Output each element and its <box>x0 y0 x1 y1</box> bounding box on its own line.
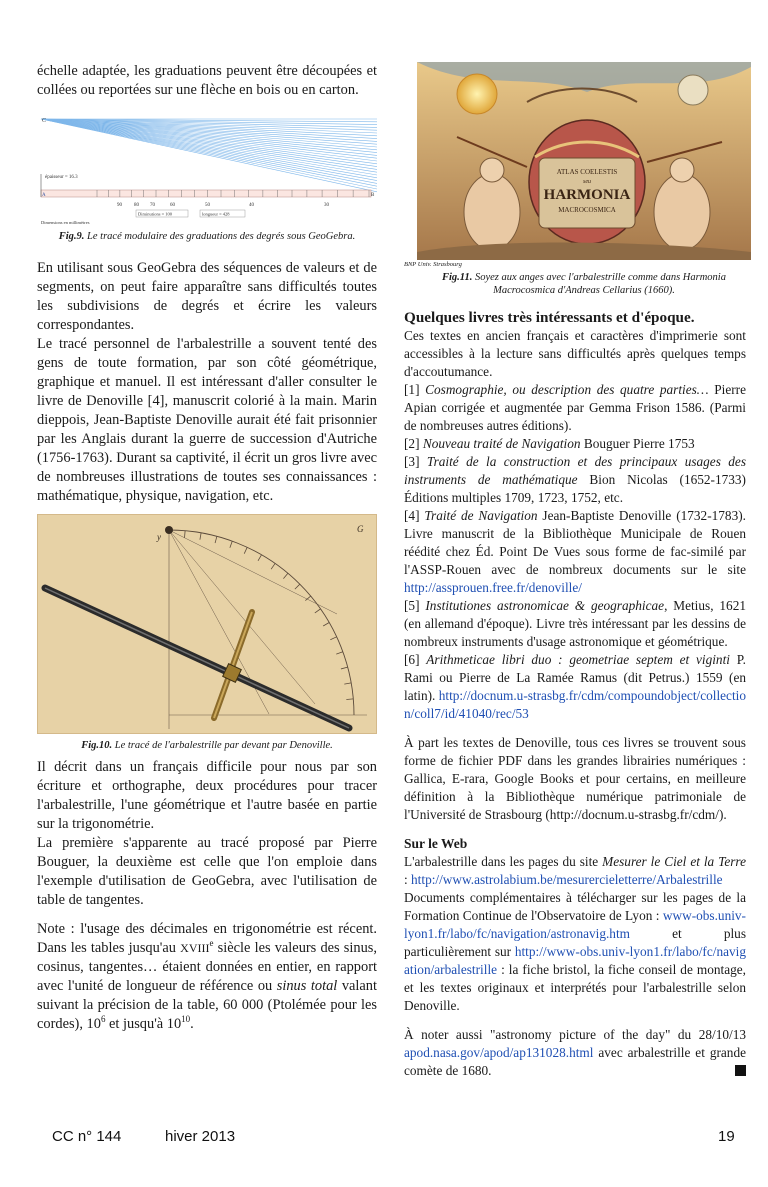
fan-line <box>41 119 377 169</box>
docnum-link[interactable]: http://docnum.u-strasbg.fr/cdm/compoundobject/collection/coll7/id/41040/rec/53 <box>404 688 746 721</box>
label-a: A <box>42 193 46 198</box>
longueur-label: longueur = 428 <box>202 211 230 217</box>
web-paragraph-2: Documents complémentaires à télécharger sur les pages de la Formation Continue de l'Observatoire de Lyon : www-obs.univ-lyon1.fr/labo/fc/navigation/astronavig.htm et plus particulièrement sur http://www-obs.univ-lyon1.fr/labo/fc/navigation/arbalestrille : la fiche bristol, la fiche conseil de montage, et les textes originaux et interprétés pour l'arbalestrille selon Denoville. <box>404 890 746 1013</box>
left-column <box>37 62 377 1034</box>
pivot-point <box>165 526 173 534</box>
epaisseur-label: épaisseur = 16.3 <box>45 175 78 180</box>
book-title-line1: ATLAS COELESTIS <box>556 168 618 176</box>
label-c: C <box>42 118 47 124</box>
century: XVIII <box>180 941 210 955</box>
left-body-2 <box>37 758 377 1034</box>
fig9-caption <box>37 230 377 243</box>
cellarius-engraving <box>417 62 751 260</box>
reference-5: [5] Institutiones astronomicae & geographicae, Metius, 1621 (en allemand d'époque). Livre très intéressant par les dessins de nombreux instruments d'usage astronomique et géométrique. <box>404 598 746 649</box>
astronavig-link[interactable]: www-obs.univ-lyon1.fr/labo/fc/navigation/astronavig.htm <box>404 908 746 941</box>
letter-g: G <box>357 524 364 534</box>
book-title-line3: HARMONIA <box>543 187 631 203</box>
units-label: Dimensions en millimètres <box>41 220 90 225</box>
intro-paragraph: échelle adaptée, les graduations peuvent être découpées et collées ou reportées sur une flèche en bois ou en carton. <box>37 63 377 98</box>
image-credit: BNP Univ. Strasbourg <box>404 261 462 268</box>
fig11-caption-text: Soyez aux anges avec l'arbalestrille comme dans Harmonia Macrocosmica d'Andreas Cellarius (1660). <box>472 272 726 296</box>
fig10-caption-text: Le tracé de l'arbalestrille par devant par Denoville. <box>112 740 333 751</box>
right-column <box>404 62 746 1080</box>
fig11-caption-number: Fig.11. <box>442 272 473 283</box>
label-b: B <box>371 193 375 198</box>
tick-label: 70 <box>150 203 155 208</box>
cherub-left <box>464 174 520 250</box>
denoville-drawing <box>37 514 377 734</box>
books-intro: Ces textes en ancien français et caractères d'imprimerie sont accessibles à la lecture sans difficultés après quelques temps d'accoutumance. <box>404 328 746 379</box>
reference-4: [4] Traité de Navigation Jean-Baptiste Denoville (1732-1783). Livre manuscrit de la Bibliothèque Municipale de Rouen réédité chez Éd. Point De Vues sous forme de fac-similé par l'ASSP-Rouen avec de nombreux documents sur le site http://assprouen.free.fr/denoville/ <box>404 508 746 595</box>
fig9-caption-number: Fig.9. <box>58 231 85 242</box>
tick-label: 60 <box>170 203 175 208</box>
denoville-link[interactable]: http://assprouen.free.fr/denoville/ <box>404 580 582 595</box>
fan-line <box>41 119 377 161</box>
paragraph-procedures: Il décrit dans un français difficile pour nous par son écriture et orthographe, deux procédures pour tracer l'arbalestrille, l'une géométrique et l'autre basée en partie sur la trigonométrie. <box>37 759 377 832</box>
sun-face <box>457 74 497 114</box>
tick-labels <box>117 203 330 208</box>
fig10-caption-number: Fig.10. <box>81 740 113 751</box>
pdf-availability-paragraph: À part les textes de Denoville, tous ces livres se trouvent sous forme de fichier PDF dans les grandes librairies numériques : Gallica, E-rara, Google Books et pour certains, en meilleure définition à la Bibliothèque numérique patrimoniale de l'Université de Strasbourg (http://docnum.u-strasbg.fr/cdm/). <box>404 735 746 822</box>
web-heading: Sur le Web <box>404 836 468 851</box>
fig11-caption <box>417 271 751 297</box>
diminutions-label: Diminutions = 100 <box>138 211 173 217</box>
left-body-1 <box>37 259 377 506</box>
cherub-right <box>654 174 710 250</box>
books-heading: Quelques livres très intéressants et d'époque. <box>404 309 695 326</box>
fan-lines <box>41 119 377 192</box>
apod-paragraph: À noter aussi "astronomy picture of the day" du 28/10/13 apod.nasa.gov/apod/ap131028.html avec arbalestrille et grande comète de 1680. <box>404 1027 746 1078</box>
paragraph-bouguer: La première s'apparente au tracé proposé par Pierre Bouguer, la deuxième est celle que l'on emploie dans l'exemple d'utilisation de GeoGebra, avec l'utilisation de table de tangentes. <box>37 835 377 908</box>
fan-line <box>41 119 377 172</box>
arbalestrille-strip <box>41 190 371 197</box>
tick-label: 40 <box>249 203 254 208</box>
letter-y: y <box>157 532 161 542</box>
paragraph-note: Note : l'usage des décimales en trigonométrie est récent. Dans les tables jusqu'au XVIIIe siècle les valeurs des sinus, cosinus, tangentes… étaient données en entier, en rapport avec l'unité de longueur de référence ou sinus total valant suivant la précision de la table, 60 000 (Ptolémée pour les cordes), $10^6$ et jusqu'à $10^{10}$. <box>37 921 378 1032</box>
web-paragraph-1: L'arbalestrille dans les pages du site Mesurer le Ciel et la Terre : http://www.astrolabium.be/mesurercieletterre/Arbalestrille <box>404 854 746 887</box>
reference-2: [2] Nouveau traité de Navigation Bouguer Pierre 1753 <box>404 436 695 451</box>
issue-number: CC n° 144 <box>52 1128 122 1145</box>
tick-label: 90 <box>117 203 122 208</box>
reference-3: [3] Traité de la construction et des principaux usages des instruments de mathématique Bion Nicolas (1652-1733) Éditions multiples 1709, 1723, 1752, etc. <box>404 454 746 505</box>
figure-9 <box>37 116 377 243</box>
end-of-article-square <box>735 1065 746 1076</box>
fig10-caption <box>37 739 377 752</box>
fan-line <box>41 119 377 144</box>
apod-link[interactable]: apod.nasa.gov/apod/ap131028.html <box>404 1045 594 1060</box>
figure-11 <box>404 62 751 297</box>
reference-6: [6] Arithmeticae libri duo : geometriae septem et viginti P. Rami ou Pierre de La Ramée Ramus (dit Petrus.) 1559 (en latin). http://docnum.u-strasbg.fr/cdm/compoundobject/collection/coll7/id/41040/rec/53 <box>404 652 746 721</box>
page-number: 19 <box>718 1128 735 1145</box>
tick-label: 30 <box>324 203 329 208</box>
figure-10 <box>37 514 377 752</box>
geogebra-diagram <box>37 116 377 228</box>
fan-line <box>41 119 377 189</box>
paragraph-denoville: Le tracé personnel de l'arbalestrille a souvent tenté des gens de toute formation, par son côté géométrique, graphique et manuel. Il est intéressant d'aller consulter le livre de Denoville [4], manuscrit colorié à la main. Marin dieppois, Jean-Baptiste Denoville aurait été fait prisonnier par les Anglais durant la guerre de succession d'Autriche (1756-1763). Durant sa captivité, il écrit un gros livre avec de nombreuses illustrations de toutes ses connaissances : mathématique, physique, navigation, etc. <box>37 336 377 504</box>
books-section <box>404 308 746 1080</box>
fig9-caption-text: Le tracé modulaire des graduations des degrés sous GeoGebra. <box>84 231 356 242</box>
fan-line <box>41 119 377 178</box>
astrolabium-link[interactable]: http://www.astrolabium.be/mesurercieletterre/Arbalestrille <box>411 872 723 887</box>
tick-label: 80 <box>134 203 139 208</box>
book-title-line2: seu <box>583 179 591 185</box>
paragraph-geogebra: En utilisant sous GeoGebra des séquences de valeurs et de segments, on peut faire apparaître sans difficultés toutes les subdivisions de degrés et écrire les valeurs correspondantes. <box>37 260 377 333</box>
issue-season: hiver 2013 <box>165 1128 236 1145</box>
reference-1: [1] Cosmographie, ou description des quatre parties… Pierre Apian corrigée et augmentée par Gemma Frison 1586. (Parmi de nombreuses autres éditions). <box>404 382 746 433</box>
arbalestrille-link[interactable]: http://www-obs.univ-lyon1.fr/labo/fc/navigation/arbalestrille <box>404 944 746 977</box>
book-title-line4: MACROCOSMICA <box>558 206 616 214</box>
moon-face <box>678 75 708 105</box>
tick-label: 50 <box>205 203 210 208</box>
